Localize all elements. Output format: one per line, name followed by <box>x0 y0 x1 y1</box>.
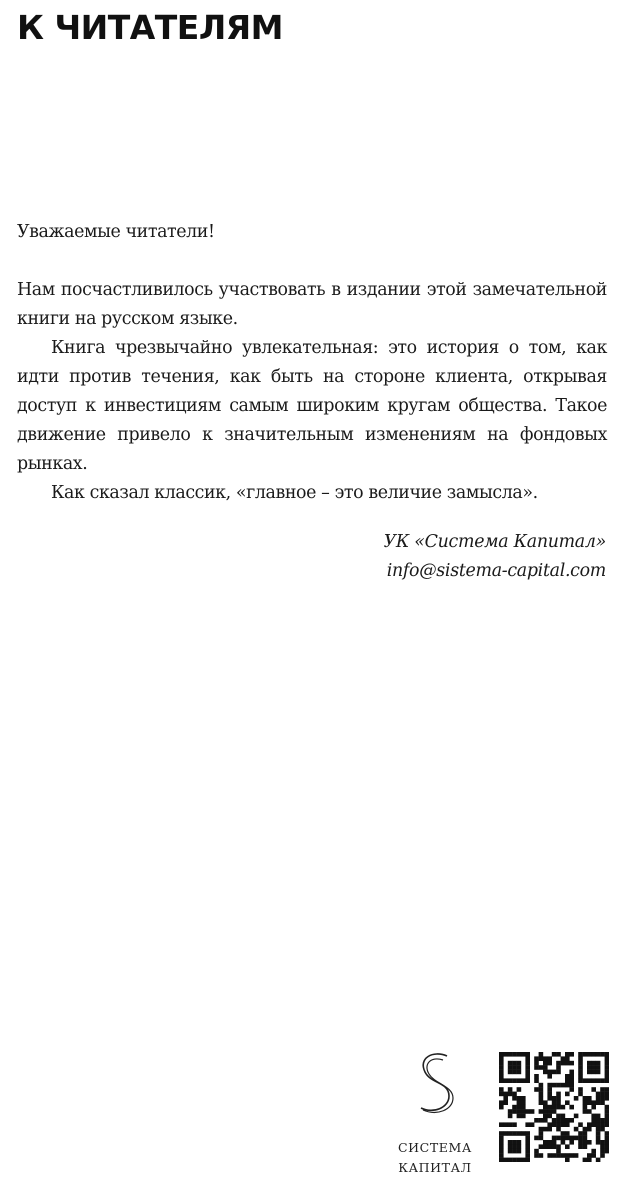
salutation: Уважаемые читатели! <box>17 222 215 242</box>
sistema-s-logo-icon <box>413 1052 457 1114</box>
logo-line-1: СИСТЕМА <box>398 1140 472 1155</box>
signature-email: info@sistema-capital.com <box>386 561 606 581</box>
company-logo <box>393 1052 477 1178</box>
paragraph-1: Нам посчастливилось участвовать в издании этой замечательной книги на русском языке. <box>17 280 607 329</box>
paragraph-2: Книга чрезвычайно увлекательная: это история о том, как идти против течения, как быть на стороне клиента, открывая доступ к инвестициям самым широким кругам общества. Такое движение привело к значительным изменениям на фондовых рынках. <box>17 338 607 474</box>
signature <box>384 528 606 586</box>
page-title: К ЧИТАТЕЛЯМ <box>17 8 284 47</box>
qr-code-icon <box>499 1052 609 1162</box>
signature-company: УК «Система Капитал» <box>383 532 606 552</box>
letter-body <box>17 218 607 508</box>
logo-line-2: КАПИТАЛ <box>398 1160 472 1175</box>
paragraph-3: Как сказал классик, «главное – это величие замысла». <box>51 483 538 503</box>
